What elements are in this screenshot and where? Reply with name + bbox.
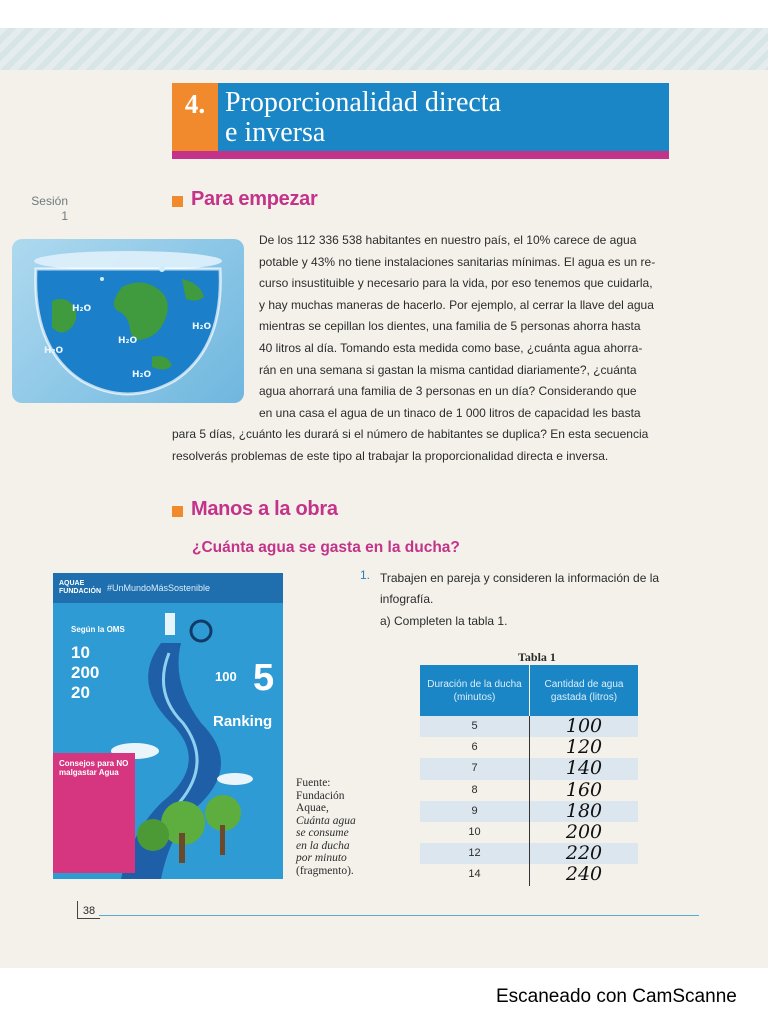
cell-liters: 100 [565,715,603,737]
paragraph-line: mientras se cepillan los dientes, una familia de 5 personas ahorra hasta [259,319,641,334]
cell-liters: 200 [565,820,603,843]
h2o-label: H₂O [72,304,92,314]
session-label [20,194,68,224]
big-five: 5 [253,657,275,699]
title-underline-bar [172,151,669,159]
question-sub-a: a) Completen la tabla 1. [380,614,508,628]
cell-minutes: 5 [420,716,530,737]
source-line: (fragmento). [296,864,354,877]
paragraph-line: agua ahorrará una familia de 3 personas en un día? Considerando que [259,384,637,399]
consejos-title: Consejos para NO malgastar Agua [59,759,129,777]
lesson-title-box [172,83,669,159]
cell-minutes: 10 [420,822,530,843]
cell-minutes: 6 [420,737,530,758]
paragraph-line: De los 112 336 538 habitantes en nuestro país, el 10% carece de agua [259,233,637,247]
cell-liters: 160 [565,778,603,801]
cell-minutes: 12 [420,843,530,864]
session-number: 1 [61,209,68,223]
source-line: se consume [296,827,349,839]
paragraph-line: resolverás problemas de este tipo al trabajar la proporcionalidad directa e inversa. [172,448,609,463]
consejos-panel [53,753,135,873]
paragraph-line: curso insustituible y necesario para la vida, por eso tenemos que cuidarla, [259,276,653,291]
section-heading-manos-a-la-obra: Manos a la obra [191,498,338,520]
table-row [420,716,638,737]
h2o-label: H₂O [132,370,152,380]
heading-marker [172,506,183,517]
source-line: Cuánta agua [296,814,356,827]
paragraph-line: en una casa el agua de un tinaco de 1 000 litros de capacidad les basta [259,405,641,420]
cell-minutes: 8 [420,780,530,801]
water-globe-image [12,239,244,403]
ranking-label: Ranking [213,713,273,730]
lesson-title-line1: Proporcionalidad directa [225,87,502,118]
footer-rule [99,915,699,916]
oms-label: Según la OMS [71,625,125,634]
column-header-minutes: Duración de la ducha (minutos) [420,665,530,716]
subheading-ducha: ¿Cuánta agua se gasta en la ducha? [192,539,460,556]
infographic-source [296,777,366,877]
cell-minutes: 7 [420,758,530,779]
hundred-value: 100 [215,669,237,684]
table-row [420,864,638,885]
table-header [420,665,638,716]
source-line: por minuto [296,852,347,864]
lesson-title [225,88,665,148]
table-row [420,780,638,801]
aquae-infographic [53,573,283,879]
lesson-title-line2: e inversa [225,117,326,148]
intro-paragraph-wrapped [259,230,672,424]
heading-marker [172,196,183,207]
lesson-number: 4. [172,83,218,151]
table-row [420,843,638,864]
water-globe-illustration [12,239,244,403]
stat-value: 20 [71,683,90,702]
page-number: 38 [77,901,100,919]
h2o-label: H₂O [118,336,138,346]
cell-liters: 120 [565,736,603,759]
stat-value: 10 [71,643,90,662]
stat-value: 200 [71,663,100,682]
shower-water-table [420,665,638,886]
cell-liters: 220 [565,842,603,865]
paragraph-line: y hay muchas maneras de hacerlo. Por ejemplo, al cerrar la llave del agua [259,297,654,312]
cell-liters: 240 [565,863,603,886]
question-text: Trabajen en pareja y consideren la información de la infografía. [380,571,660,606]
textbook-page [0,28,768,968]
table-body [420,716,638,886]
cell-liters: 180 [565,799,603,822]
intro-paragraph-full [172,424,672,467]
table-row [420,737,638,758]
column-header-liters: Cantidad de agua gastada (litros) [544,678,624,703]
paragraph-line: 40 litros al día. Tomando esta medida como base, ¿cuánta agua ahorra- [259,340,643,355]
table-caption: Tabla 1 [518,650,556,664]
cell-minutes: 9 [420,801,530,822]
decorative-band [0,28,768,70]
source-line: Aquae, [296,802,329,814]
table-row [420,822,638,843]
source-line: Fundación [296,789,345,802]
table-row [420,801,638,822]
h2o-label: H₂O [44,346,64,356]
hashtag: #UnMundoMásSostenible [107,583,211,593]
source-line: Fuente: [296,777,331,789]
source-line: en la ducha [296,839,350,852]
section-heading-para-empezar: Para empezar [191,188,318,210]
cell-minutes: 14 [420,864,530,885]
aquae-logo: AQUAE FUNDACIÓN [59,580,101,595]
paragraph-line: potable y 43% no tiene instalaciones sanitarias mínimas. El agua es un re- [259,254,656,269]
table-row [420,758,638,779]
paragraph-line: rán en una semana si gastan la misma cantidad diariamente?, ¿cuánta [259,362,637,377]
h2o-label: H₂O [192,322,212,332]
cell-liters: 140 [565,757,603,780]
question-number: 1. [360,568,371,582]
session-word: Sesión [31,194,68,208]
paragraph-line: para 5 días, ¿cuánto les durará si el número de habitantes se duplica? En esta secuencia [172,427,649,441]
camscanner-watermark: Escaneado con CamScanne [496,986,737,1007]
